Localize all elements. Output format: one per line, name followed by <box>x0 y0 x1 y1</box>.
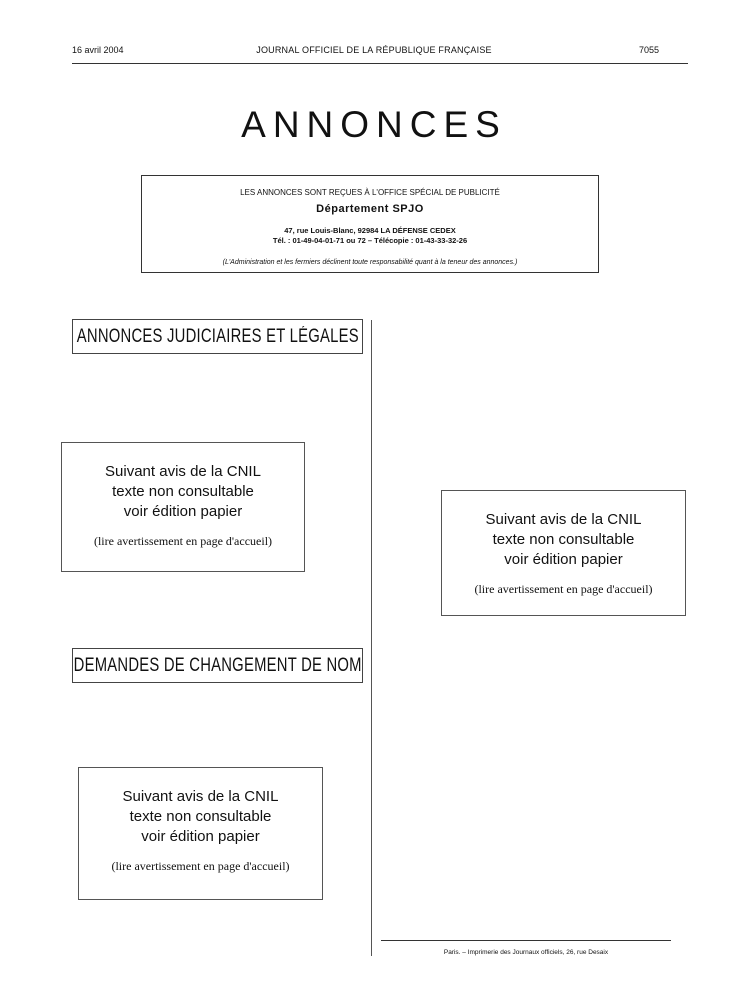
cnil-notice-line3: voir édition papier <box>504 551 623 568</box>
cnil-notice-box <box>78 767 323 900</box>
footer-divider <box>381 940 671 941</box>
cnil-notice-note: (lire avertissement en page d'accueil) <box>111 859 290 873</box>
cnil-notice-note: (lire avertissement en page d'accueil) <box>93 534 273 548</box>
cnil-notice-note: (lire avertissement en page d'accueil) <box>474 582 653 596</box>
header-date: 16 avril 2004 <box>72 45 124 55</box>
cnil-notice-line3: voir édition papier <box>123 503 243 520</box>
info-phone: Tél. : 01-49-04-01-71 ou 72 – Télécopie : 01-43-33-32-26 <box>272 236 468 245</box>
cnil-notice-line3: voir édition papier <box>141 828 260 845</box>
page-title: ANNONCES <box>241 104 507 145</box>
section-heading-judicial <box>72 319 363 354</box>
cnil-notice-line1: Suivant avis de la CNIL <box>105 463 261 480</box>
section-heading-label: DEMANDES DE CHANGEMENT DE NOM <box>73 654 362 676</box>
cnil-notice-box <box>61 442 305 572</box>
header-divider <box>72 63 688 64</box>
cnil-notice-line2: texte non consultable <box>112 483 254 500</box>
cnil-notice-box <box>441 490 686 616</box>
cnil-notice-line2: texte non consultable <box>492 531 635 548</box>
info-box <box>141 175 599 273</box>
info-department: Département SPJO <box>316 203 424 215</box>
section-heading-name-change <box>72 648 363 683</box>
footer-printer: Paris. – Imprimerie des Journaux officiels, 26, rue Desaix <box>443 949 609 956</box>
info-address: 47, rue Louis-Blanc, 92984 LA DÉFENSE CEDEX <box>284 226 456 235</box>
section-heading-label: ANNONCES JUDICIAIRES ET LÉGALES <box>76 325 359 347</box>
cnil-notice-line1: Suivant avis de la CNIL <box>485 511 642 528</box>
header-page-number: 7055 <box>638 45 659 55</box>
info-reception-line: LES ANNONCES SONT REÇUES À L'OFFICE SPÉCIAL DE PUBLICITÉ <box>240 188 500 197</box>
column-divider <box>371 320 372 956</box>
cnil-notice-line2: texte non consultable <box>129 808 272 825</box>
info-disclaimer: (L'Administration et les fermiers déclinent toute responsabilité quant à la teneur des annonces.) <box>222 259 518 266</box>
cnil-notice-line1: Suivant avis de la CNIL <box>122 788 279 805</box>
header-journal-title: JOURNAL OFFICIEL DE LA RÉPUBLIQUE FRANÇAISE <box>256 45 492 55</box>
